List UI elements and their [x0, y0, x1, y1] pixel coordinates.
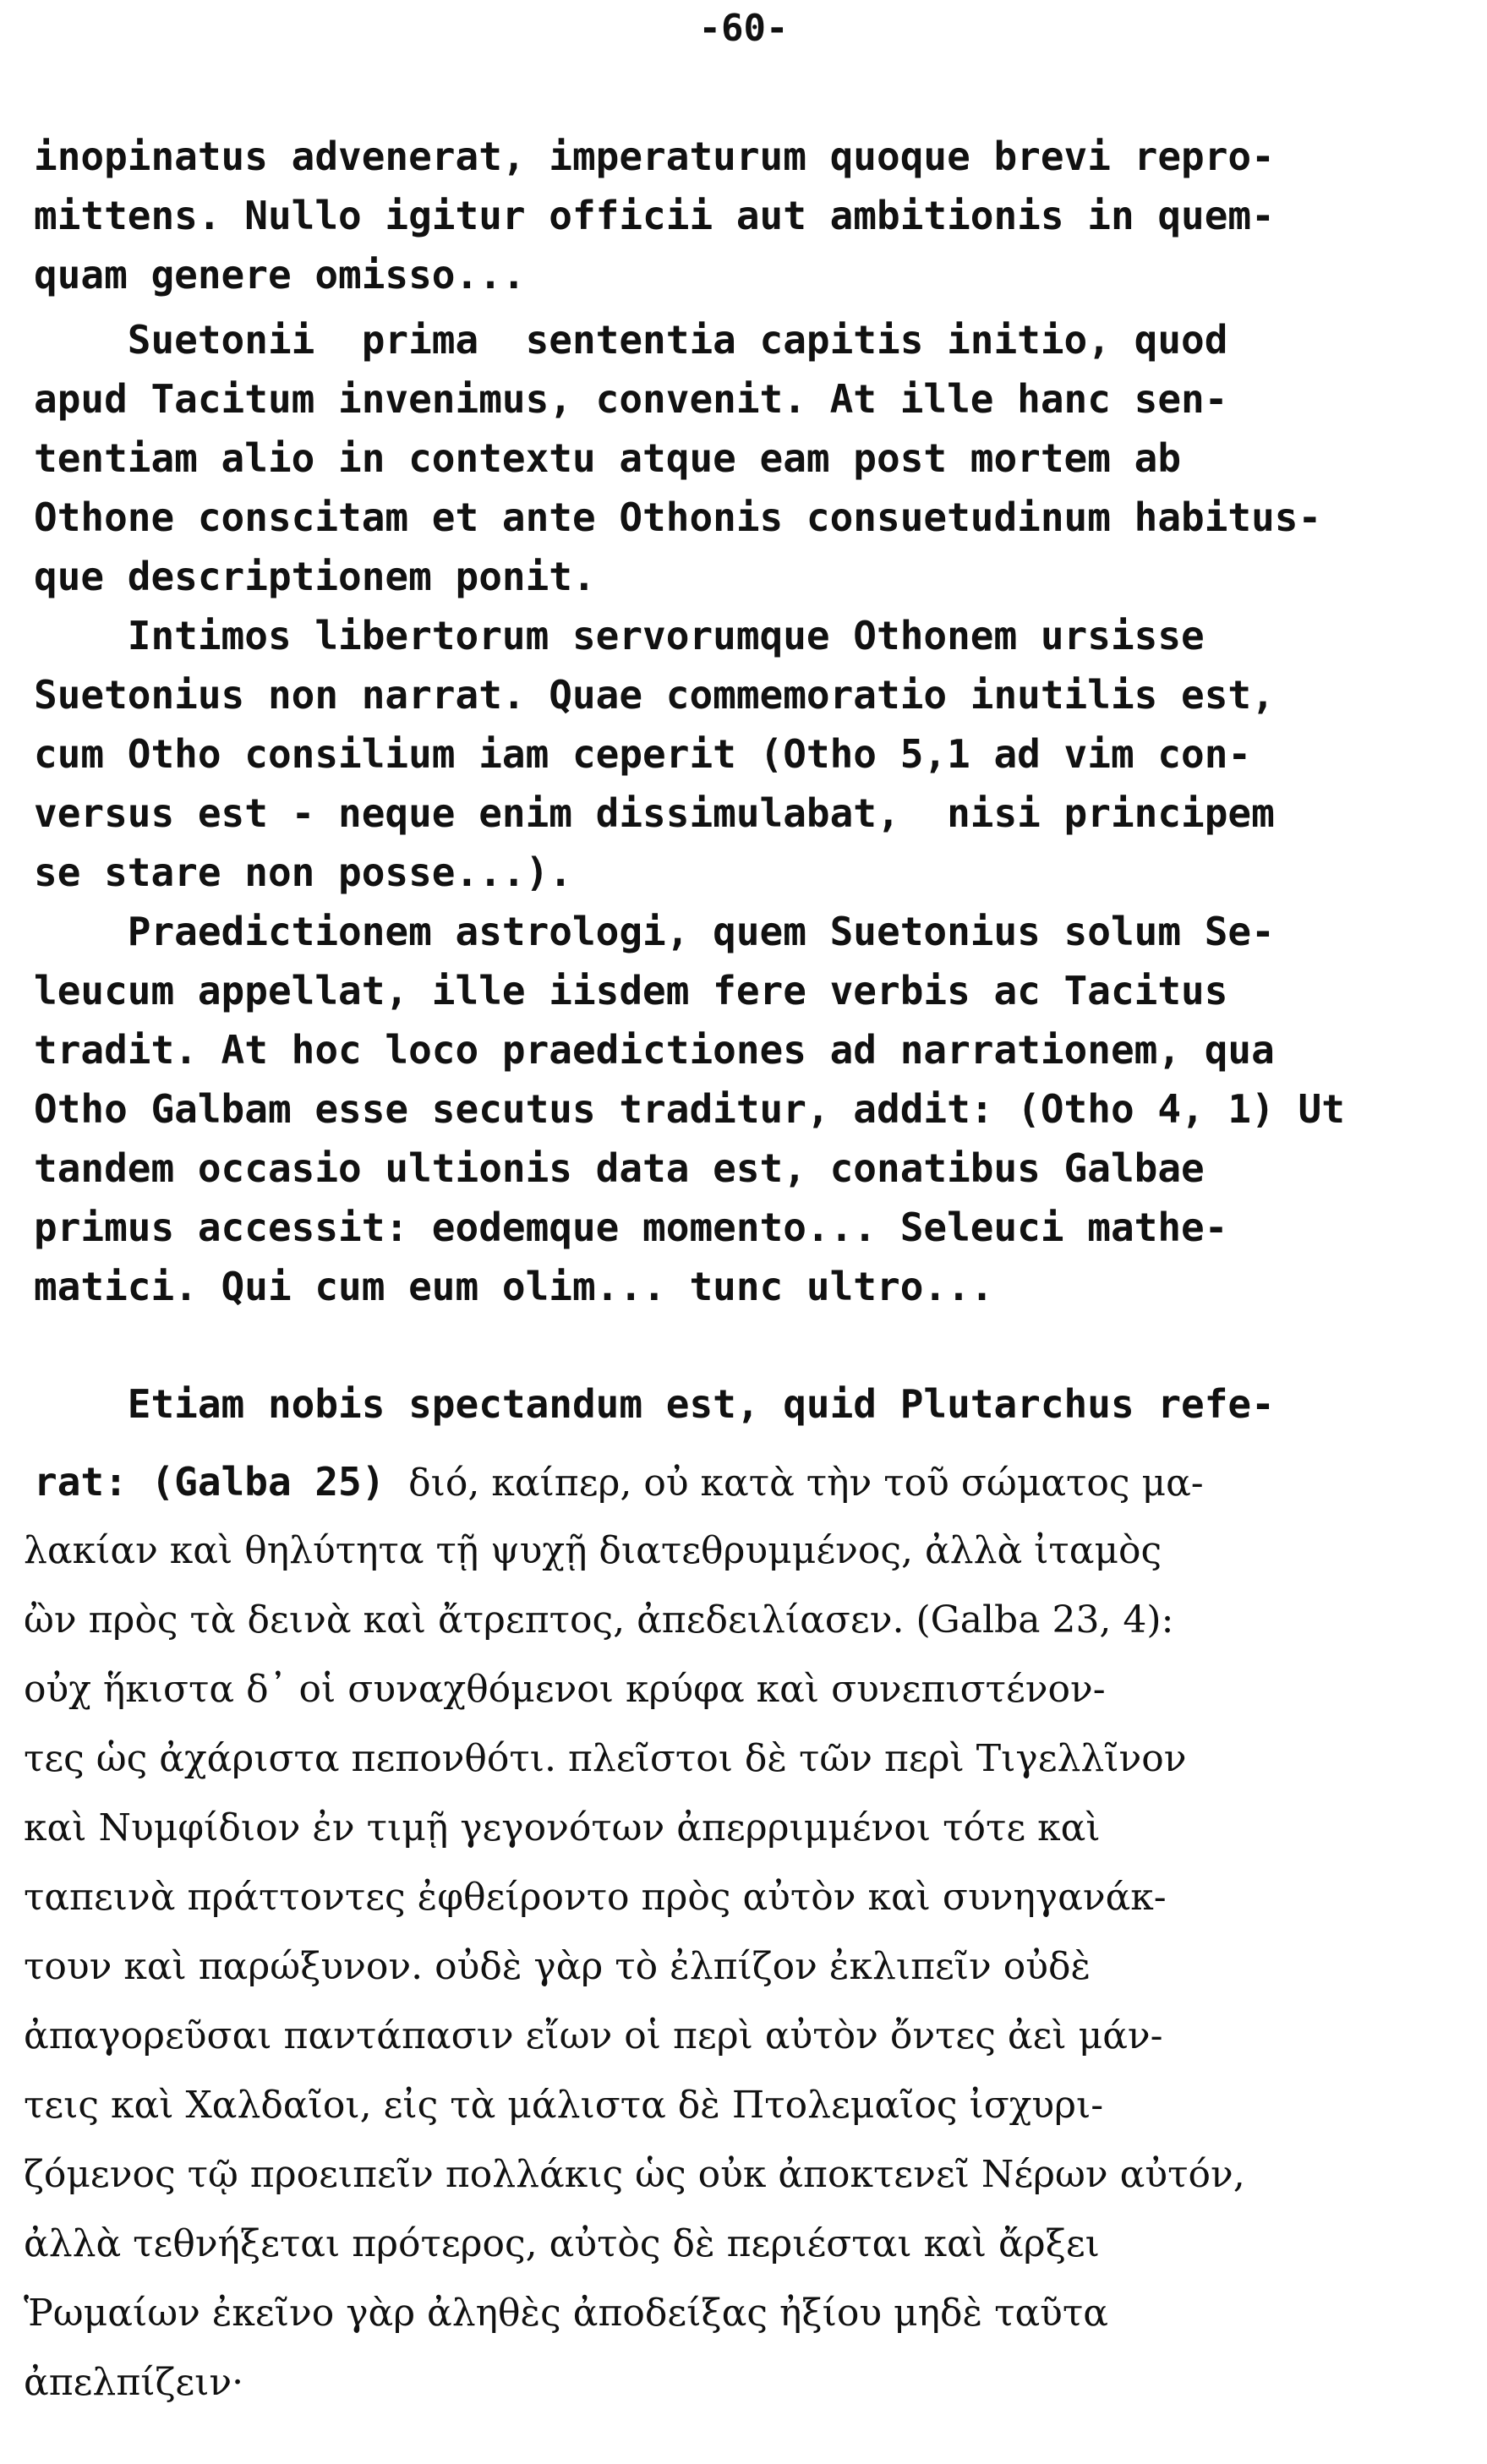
- text-line: Suetonius non narrat. Quae commemoratio inutilis est,: [34, 672, 1275, 718]
- greek-line: καὶ Νυμφίδιον ἐν τιμῇ γεγονότων ἀπερριμμένοι τότε καὶ: [24, 1806, 1101, 1849]
- greek-line: ἀλλὰ τεθνήξεται πρότερος, αὐτὸς δὲ περιέσται καὶ ἄρξει: [24, 2222, 1100, 2265]
- paragraph-5-intro: [34, 1374, 1454, 1434]
- text-line: Othone conscitam et ante Othonis consuetudinum habitus-: [34, 494, 1322, 540]
- greek-line: Ῥωμαίων ἐκεῖνο γὰρ ἀληθὲς ἀποδείξας ἠξίου μηδὲ ταῦτα: [24, 2292, 1108, 2335]
- text-line: que descriptionem ponit.: [34, 554, 596, 599]
- text-line: cum Otho consilium iam ceperit (Otho 5,1 ad vim con-: [34, 731, 1252, 777]
- greek-line: λακίαν καὶ θηλύτητα τῇ ψυχῇ διατεθρυμμένος, ἀλλὰ ἰταμὸς: [24, 1529, 1162, 1572]
- greek-line: τουν καὶ παρώξυνον. οὐδὲ γὰρ τὸ ἐλπίζον ἐκλιπεῖν οὐδὲ: [24, 1945, 1091, 1988]
- text-line: Suetonii prima sententia capitis initio, quod: [34, 317, 1228, 363]
- page-number: -60-: [698, 7, 789, 50]
- text-line: matici. Qui cum eum olim... tunc ultro...: [34, 1264, 994, 1309]
- text-line: versus est - neque enim dissimulabat, nisi principem: [34, 790, 1275, 836]
- paragraph-1: [34, 127, 1454, 304]
- text-line: apud Tacitum invenimus, convenit. At ille hanc sen-: [34, 376, 1228, 422]
- text-line: Otho Galbam esse secutus traditur, addit: (Otho 4, 1) Ut: [34, 1086, 1345, 1132]
- greek-passage: [24, 1516, 1452, 2418]
- text-line: Intimos libertorum servorumque Othonem ursisse: [34, 613, 1205, 658]
- text-line: inopinatus advenerat, imperaturum quoque brevi repro-: [34, 134, 1275, 179]
- paragraph-3: [34, 606, 1454, 902]
- text-line: Etiam nobis spectandum est, quid Plutarchus refe-: [34, 1381, 1275, 1427]
- text-line: tentiam alio in contextu atque eam post mortem ab: [34, 435, 1182, 481]
- text-line: primus accessit: eodemque momento... Seleuci mathe-: [34, 1205, 1228, 1250]
- greek-line: ζόμενος τῷ προειπεῖν πολλάκις ὡς οὐκ ἀποκτενεῖ Νέρων αὐτόν,: [24, 2153, 1245, 2196]
- greek-text: διό, καίπερ, οὐ κατὰ τὴν τοῦ σώματος μα-: [408, 1461, 1204, 1505]
- text-line: Praedictionem astrologi, quem Suetonius solum Se-: [34, 909, 1275, 954]
- greek-line: ὢν πρὸς τὰ δεινὰ καὶ ἄτρεπτος, ἀπεδειλίασεν. (Galba 23, 4):: [24, 1598, 1174, 1642]
- text-line: leucum appellat, ille iisdem fere verbis ac Tacitus: [34, 968, 1228, 1013]
- paragraph-5-citation-line: [34, 1447, 1462, 1516]
- greek-line: τες ὡς ἀχάριστα πεπονθότι. πλεῖστοι δὲ τῶν περὶ Τιγελλῖνον: [24, 1737, 1187, 1780]
- greek-line: ἀπαγορεῦσαι παντάπασιν εἴων οἱ περὶ αὐτὸν ὄντες ἀεὶ μάν-: [24, 2014, 1163, 2057]
- greek-line: οὐχ ἥκιστα δ᾽ οἱ συναχθόμενοι κρύφα καὶ συνεπιστένον-: [24, 1668, 1106, 1711]
- text-line: tradit. At hoc loco praedictiones ad narrationem, qua: [34, 1027, 1275, 1073]
- text-line: se stare non posse...).: [34, 850, 572, 895]
- text-line: mittens. Nullo igitur officii aut ambitionis in quem-: [34, 193, 1275, 238]
- text-line: quam genere omisso...: [34, 252, 526, 298]
- mixed-line: [34, 1447, 1462, 1516]
- paragraph-4: [34, 902, 1454, 1316]
- greek-line: τεις καὶ Χαλδαῖοι, εἰς τὰ μάλιστα δὲ Πτολεμαῖος ἰσχυρι-: [24, 2084, 1104, 2127]
- text-line: tandem occasio ultionis data est, conatibus Galbae: [34, 1145, 1205, 1191]
- citation-label: rat: (Galba 25): [34, 1459, 409, 1505]
- greek-line: ἀπελπίζειν·: [24, 2361, 244, 2404]
- greek-line: ταπεινὰ πράττοντες ἐφθείροντο πρὸς αὐτὸν καὶ συνηγανάκ-: [24, 1876, 1167, 1919]
- paragraph-2: [34, 310, 1454, 606]
